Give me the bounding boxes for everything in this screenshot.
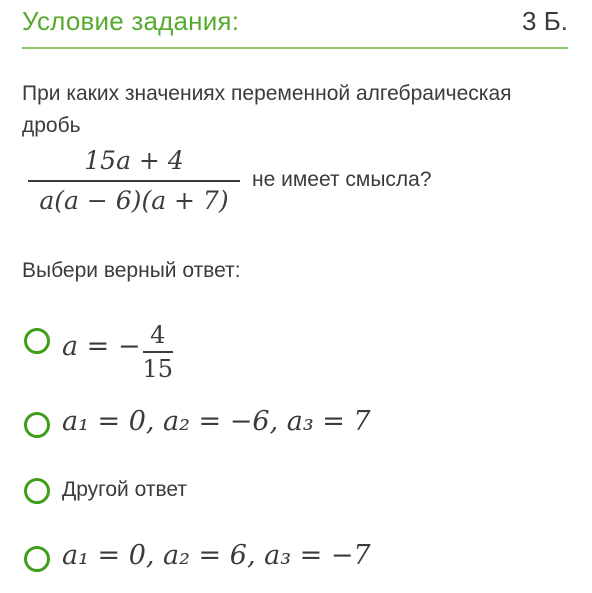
- option-fraction-denominator: 15: [142, 355, 174, 383]
- answer-prompt: Выбери верный ответ:: [22, 259, 241, 282]
- fraction-bar: [28, 180, 240, 182]
- fraction-denominator: a(a − 6)(a + 7): [39, 186, 229, 215]
- task-points: 3 Б.: [522, 6, 568, 36]
- answer-option-2[interactable]: [24, 404, 404, 444]
- answer-option-3[interactable]: [24, 474, 244, 514]
- radio-button[interactable]: [24, 478, 50, 504]
- option-lhs-text: a = −: [62, 331, 141, 362]
- task-title: Условие задания:: [22, 6, 240, 36]
- option-label: Другой ответ: [62, 478, 187, 501]
- radio-button[interactable]: [24, 328, 50, 354]
- answer-option-4[interactable]: [24, 538, 404, 578]
- task-header: [22, 0, 568, 48]
- fraction-numerator: 15a + 4: [84, 146, 184, 175]
- answer-option-1[interactable]: [24, 306, 264, 383]
- option-fraction-numerator: 4: [150, 321, 166, 349]
- option-fraction: [143, 320, 174, 384]
- option-label: a₁ = 0, a₂ = 6, a₃ = −7: [62, 540, 371, 571]
- option-fraction-bar: [143, 351, 174, 353]
- radio-button[interactable]: [24, 546, 50, 572]
- option-label: a₁ = 0, a₂ = −6, a₃ = 7: [62, 406, 371, 437]
- question-text: При каких значениях переменной алгебраическая дробь: [22, 82, 512, 137]
- question-suffix: не имеет смысла?: [252, 168, 432, 191]
- radio-button[interactable]: [24, 412, 50, 438]
- algebraic-fraction: [28, 144, 240, 218]
- header-divider: [22, 47, 568, 49]
- option-lhs: [62, 320, 173, 384]
